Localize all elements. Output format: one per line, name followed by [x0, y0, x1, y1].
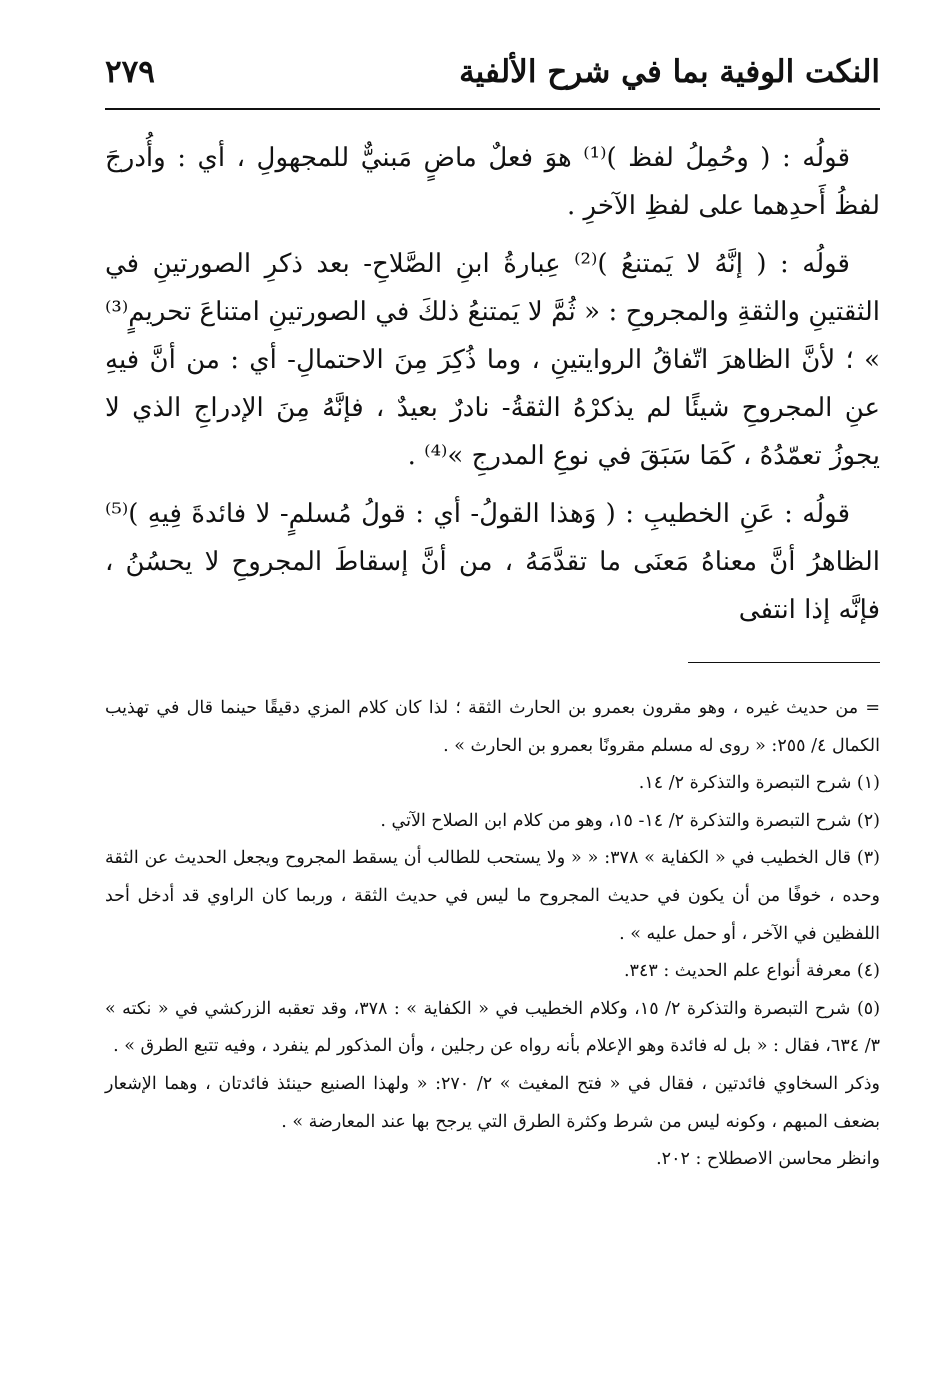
paragraph-la-yamtani: قولُه : ( إنَّهُ لا يَمتنعُ )⁽²⁾ عِبارةُ ابنِ الصَّلاحِ- بعد ذكرِ الصورتينِ في الثقتينِ والثقةِ والمجروحِ : « ثُمَّ لا يَمتنعُ ذلكَ في الصورتينِ امتناعَ تحريمٍ⁽³⁾ » ؛ لأنَّ الظاهرَ اتّفاقُ الروايتينِ ، وما ذُكِرَ مِنَ الاحتمالِ- أي : من أنَّ فيهِ عنِ المجروحِ شيئًا لم يذكرْهُ الثقةُ- نادرٌ بعيدٌ ، فإنَّهُ مِنَ الإدراجِ الذي لا يجوزُ تعمّدُهُ ، كَمَا سَبَقَ في نوعِ المدرجِ »⁽⁴⁾ .: [105, 249, 880, 471]
paragraph-haml-lafz: قولُه : ( وحُمِلُ لفظ )⁽¹⁾ هوَ فعلٌ ماضٍ مَبنيٌّ للمجهولِ ، أي : وأُدرجَ لفظُ أَحدِهما على لفظِ الآخرِ .: [105, 143, 880, 221]
footnote-3: (٣) قال الخطيب في « الكفاية » ٣٧٨: « « ولا يستحب للطالب أن يسقط المجروح ويجعل الحديث عن الثقة وحده ، خوفًا من أن يكون في حديث المجروح ما ليس في حديث الثقة ، وربما كان الراوي قد أدخل أحد اللفظين في الآخر ، أو حمل عليه » .: [105, 848, 880, 944]
footnote-continuation: = من حديث غيره ، وهو مقرون بعمرو بن الحارث الثقة ؛ لذا كان كلام المزي دقيقًا حينما قال في تهذيب الكمال ٤/ ٢٥٥: « روى له مسلم مقرونًا بعمرو بن الحارث » .: [105, 698, 880, 756]
paragraph-khatib: قولُه : عَنِ الخطيبِ : ( وَهذا القولُ- أي : قولُ مُسلمٍ- لا فائدةَ فِيهِ )⁽⁵⁾ الظاهرُ أنَّ معناهُ مَعنَى ما تقدَّمَهُ ، من أنَّ إسقاطَ المجروحِ لا يحسُنُ ، فإنَّه إذا انتفى: [105, 499, 880, 625]
page-number: ٢٧٩: [105, 54, 155, 90]
running-header: [105, 48, 880, 110]
header-rule: [105, 108, 880, 110]
main-text: [105, 134, 880, 644]
running-title: النكت الوفية بما في شرح الألفية: [459, 54, 880, 90]
footnote-separator: [688, 662, 880, 663]
footnote-4: (٤) معرفة أنواع علم الحديث : ٣٤٣.: [623, 961, 880, 982]
footnote-5-mahasin: وانظر محاسن الاصطلاح : ٢٠٢.: [656, 1149, 880, 1170]
footnotes: [105, 690, 880, 1179]
footnote-1: (١) شرح التبصرة والتذكرة ٢/ ١٤.: [638, 773, 880, 794]
footnote-5-sakhawi: وذكر السخاوي فائدتين ، فقال في « فتح المغيث » ٢/ ٢٧٠: « ولهذا الصنيع حينئذ فائدتان ، وهما الإشعار بضعف المبهم ، وكونه ليس من شرط وكثرة الطرق التي يرجح بها عند المعارضة » .: [105, 1073, 880, 1132]
footnote-5: (٥) شرح التبصرة والتذكرة ٢/ ١٥، وكلام الخطيب في « الكفاية » : ٣٧٨، وقد تعقبه الزركشي في « نكته » ٣/ ٦٣٤، فقال : « بل له فائدة وهو الإعلام بأنه رواه عن رجلين ، وأن المذكور لم ينفرد ، وفيه تتبع الطرق » .: [105, 998, 881, 1057]
footnote-2: (٢) شرح التبصرة والتذكرة ٢/ ١٤- ١٥، وهو من كلام ابن الصلاح الآتي .: [380, 810, 880, 831]
